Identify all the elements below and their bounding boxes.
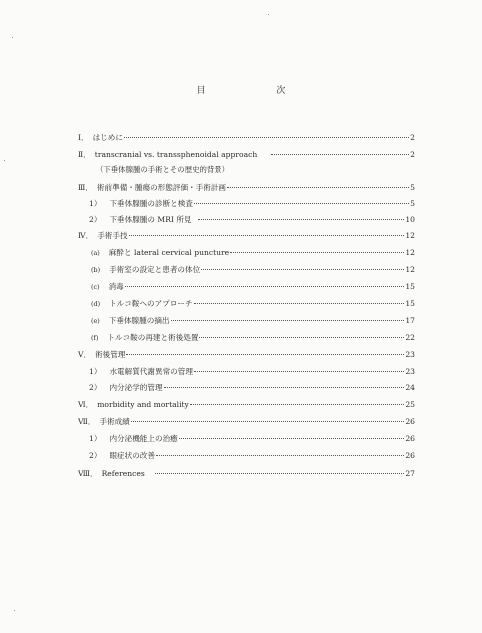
toc-entry[interactable] [78,400,415,409]
scan-speck [4,160,5,161]
toc-entry-title: 手術手技 [97,231,128,240]
toc-entry-page: 5 [410,199,415,208]
toc-entry-number: 1） [89,199,102,208]
toc-entry-page: 24 [405,383,415,392]
toc-entry-page: 23 [405,367,415,376]
toc-entry-page: 2 [410,133,415,142]
dot-leader [190,404,404,405]
toc-entry-page: 27 [405,469,415,478]
toc-entry[interactable] [91,248,415,258]
dot-leader [227,187,409,188]
toc-entry[interactable] [89,215,415,224]
toc-entry-title: トルコ鞍の再建と術後処置 [107,333,199,342]
toc-entry-number: Ⅳ． [78,231,94,240]
toc-entry[interactable] [78,469,415,478]
dot-leader [201,269,404,270]
toc-entry-title: トルコ鞍へのアプローチ [109,299,193,308]
toc-entry-number: 2） [89,451,102,460]
dot-leader [194,371,404,372]
toc-entry[interactable] [89,434,415,443]
toc-entry-page: 23 [405,350,415,359]
toc-entry-number: (b) [91,266,101,274]
toc-entry-number: Ⅴ． [78,350,92,359]
toc-entry[interactable] [89,451,415,460]
toc-entry-note: （下垂体腺腫の手術とその歴史的背景） [96,165,230,174]
toc-entry[interactable] [78,417,415,426]
toc-entry-page: 26 [405,434,415,443]
scan-speck [14,610,15,611]
toc-entry-title: 麻酔と lateral cervical puncture [108,248,230,257]
toc-entry-title: References [101,469,145,478]
toc-entry-number: (c) [91,283,100,291]
toc-entry-number: Ⅲ． [78,183,93,192]
dot-leader [171,320,405,321]
toc-entry-title: 内分泌機能上の治癒 [109,434,178,443]
toc-entry-number: (e) [91,317,100,325]
toc-entry[interactable] [91,316,415,326]
toc-entry-page: 15 [405,299,415,308]
toc-entry[interactable] [91,265,415,275]
toc-entry[interactable] [91,299,415,309]
dot-leader [194,203,409,204]
dot-leader [194,303,405,304]
toc-entry-page: 12 [405,265,415,274]
toc-entry[interactable] [78,133,415,142]
toc-entry[interactable] [78,183,415,192]
dot-leader [129,235,405,236]
toc-entry-number: 1） [89,434,102,443]
toc-entry-title: 水電解質代謝異常の管理 [109,367,193,376]
dot-leader [199,337,404,338]
toc-heading: 目 次 [196,86,320,96]
toc-entry-page: 10 [405,215,415,224]
toc-entry-number: 2） [89,383,102,392]
toc-entry[interactable] [91,333,415,343]
toc-entry[interactable] [89,199,415,208]
toc-entry-title: morbidity and mortality [97,400,189,409]
toc-entry-title: 手術成績 [99,417,130,426]
toc-entry-title: 下垂体腺腫の MRI 所見 [109,215,192,224]
toc-entry-number: 2） [89,215,102,224]
toc-entry[interactable] [89,383,415,392]
dot-leader [131,421,405,422]
toc-entry-title: 下垂体腺腫の摘出 [108,316,170,325]
toc-entry-page: 22 [405,333,415,342]
toc-entry-page: 26 [405,451,415,460]
toc-entry[interactable] [78,231,415,240]
toc-entry-number: Ⅰ． [78,133,89,142]
toc-entry-title: 内分泌学的管理 [109,383,163,392]
toc-entry-title: 術前準備・腫瘍の形態評価・手術計画 [96,183,227,192]
toc-entry-number: (d) [91,300,101,308]
toc-entry-title: 眼症状の改善 [109,451,155,460]
toc-entry-title: 術後管理 [95,350,126,359]
toc-entry-title: transcranial vs. transsphenoidal approach [94,150,258,159]
toc-entry-page: 2 [410,150,415,159]
toc-entry-number: (a) [91,249,100,257]
toc-entry-page: 17 [405,316,415,325]
toc-entry-number: Ⅱ． [78,150,91,159]
dot-leader [230,252,404,253]
toc-entry-number: Ⅵ． [78,400,94,409]
dot-leader [155,473,405,474]
toc-entry-title: 手術室の設定と患者の体位 [109,265,201,274]
toc-entry[interactable] [91,282,415,292]
toc-entry-number: Ⅷ． [78,469,98,478]
toc-entry-page: 12 [405,231,415,240]
dot-leader [271,154,409,155]
toc-entry[interactable] [89,367,415,376]
dot-leader [125,286,405,287]
dot-leader [124,137,409,138]
toc-entry-number: (f) [91,334,99,342]
toc-entry-title: 下垂体腺腫の診断と検査 [109,199,193,208]
scan-speck [12,37,13,38]
dot-leader [179,438,405,439]
toc-entry-number: Ⅶ． [78,417,96,426]
scan-speck [268,14,269,15]
dot-leader [198,219,405,220]
toc-entry[interactable] [78,150,415,159]
toc-entry-page: 5 [410,183,415,192]
toc-entry-page: 25 [405,400,415,409]
dot-leader [156,455,404,456]
toc-entry-title: 消毒 [108,282,124,291]
toc-entry[interactable] [78,350,415,359]
toc-entry-number: 1） [89,367,102,376]
toc-entry-page: 12 [405,248,415,257]
toc-entry-page: 26 [405,417,415,426]
dot-leader [164,387,405,388]
dot-leader [126,354,404,355]
toc-entry-title: はじめに [92,133,123,142]
toc-entry-page: 15 [405,282,415,291]
